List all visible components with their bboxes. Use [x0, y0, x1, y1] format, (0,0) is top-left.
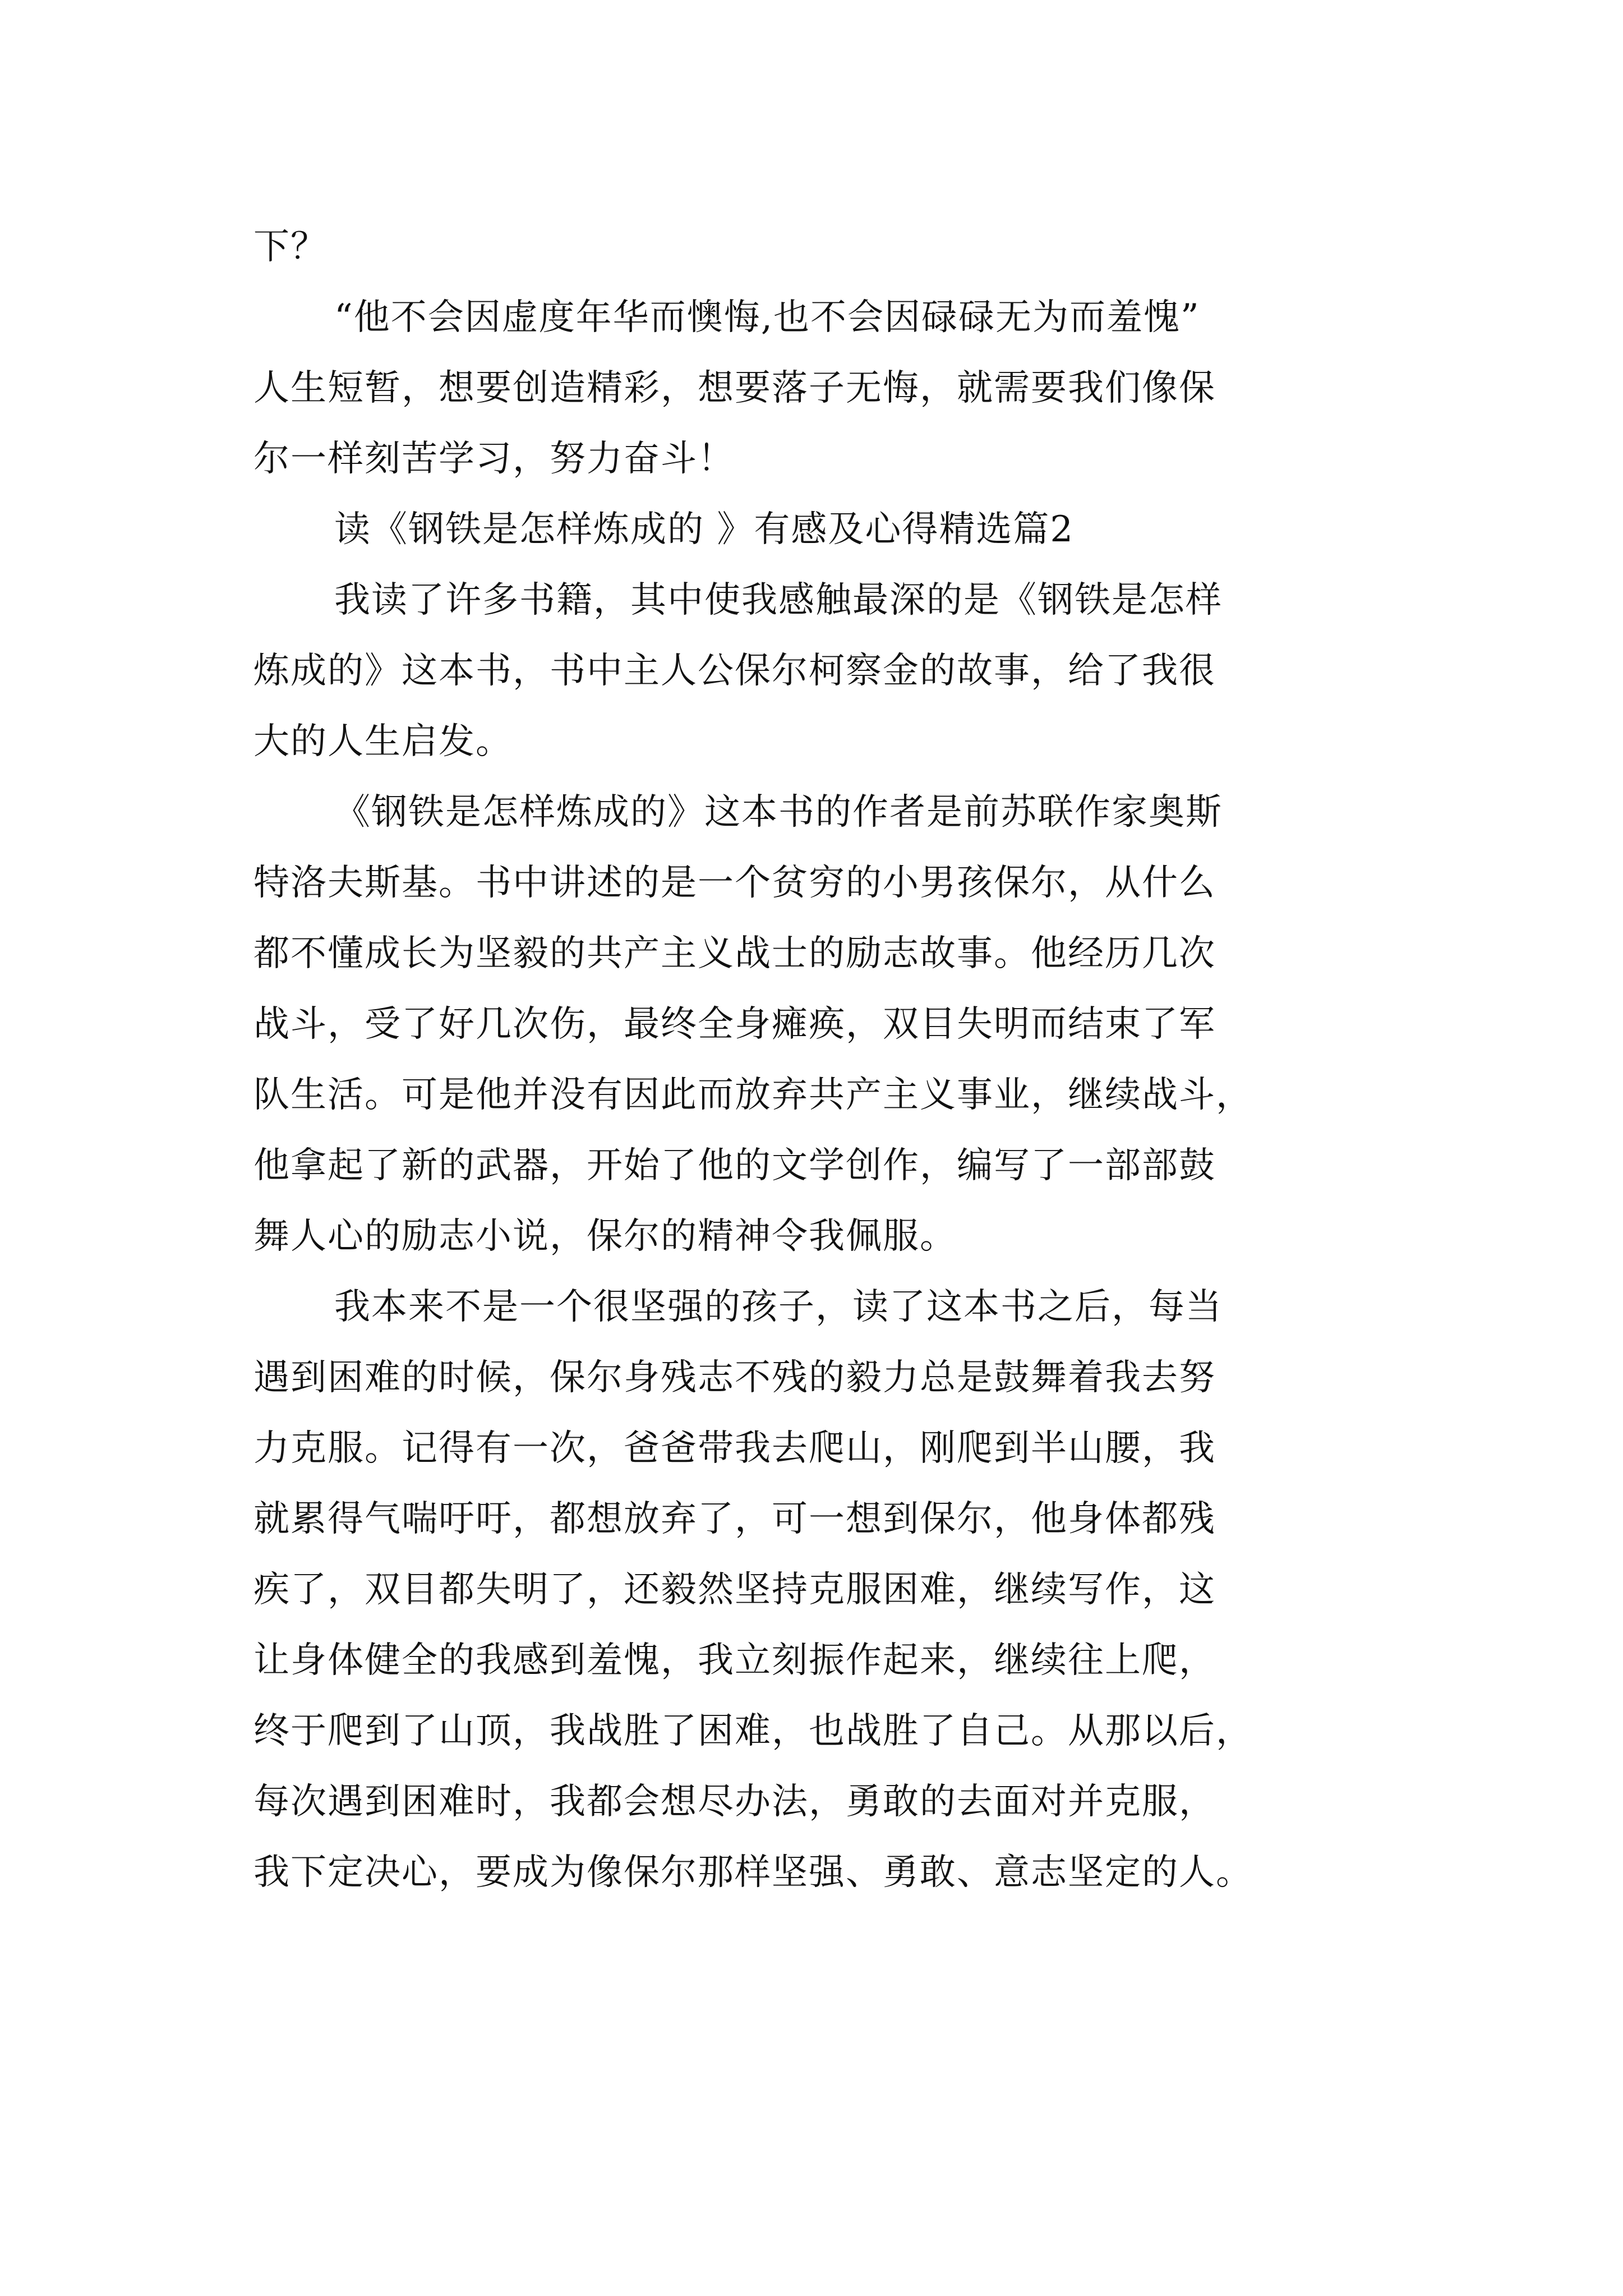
text-line: 疾了，双目都失明了，还毅然坚持克服困难，继续写作，这: [253, 1569, 1216, 1611]
text-line: 队生活。可是他并没有因此而放弃共产主义事业，继续战斗，: [253, 1074, 1253, 1116]
text-line: 大的人生启发。: [253, 721, 513, 762]
text-line: 下？: [253, 226, 328, 268]
text-line: 我本来不是一个很坚强的孩子，读了这本书之后，每当: [334, 1286, 1223, 1328]
text-line: 终于爬到了山顶，我战胜了困难，也战胜了自己。从那以后，: [253, 1710, 1253, 1752]
text-line: 我读了许多书籍，其中使我感触最深的是《钢铁是怎样: [334, 579, 1223, 621]
text-line: 炼成的》这本书，书中主人公保尔柯察金的故事，给了我很: [253, 650, 1216, 692]
text-line: 我下定决心，要成为像保尔那样坚强、勇敢、意志坚定的人。: [253, 1852, 1253, 1893]
text-line: 战斗，受了好几次伤，最终全身瘫痪，双目失明而结束了军: [253, 1004, 1216, 1045]
text-line: 舞人心的励志小说，保尔的精神令我佩服。: [253, 1216, 957, 1257]
text-line: 《钢铁是怎样炼成的》这本书的作者是前苏联作家奥斯: [334, 792, 1223, 833]
quote-line: “他不会因虚度年华而懊悔,也不会因碌碌无为而羞愧”: [334, 297, 1200, 338]
text-line: 特洛夫斯基。书中讲述的是一个贫穷的小男孩保尔，从什么: [253, 862, 1216, 904]
text-line: 就累得气喘吁吁，都想放弃了，可一想到保尔，他身体都残: [253, 1498, 1216, 1540]
text-line: 都不懂成长为坚毅的共产主义战士的励志故事。他经历几次: [253, 933, 1216, 974]
text-line: 遇到困难的时候，保尔身残志不残的毅力总是鼓舞着我去努: [253, 1357, 1216, 1398]
section-heading: 读《钢铁是怎样炼成的 》有感及心得精选篇2: [334, 509, 1075, 550]
text-line: 尔一样刻苦学习，努力奋斗！: [253, 438, 735, 480]
text-line: 力克服。记得有一次，爸爸带我去爬山，刚爬到半山腰，我: [253, 1428, 1216, 1469]
text-line: 他拿起了新的武器，开始了他的文学创作，编写了一部部鼓: [253, 1145, 1216, 1186]
text-line: 每次遇到困难时，我都会想尽办法，勇敢的去面对并克服，: [253, 1781, 1216, 1823]
text-line: 让身体健全的我感到羞愧，我立刻振作起来，继续往上爬，: [253, 1640, 1216, 1681]
text-line: 人生短暂，想要创造精彩，想要落子无悔，就需要我们像保: [253, 367, 1216, 409]
